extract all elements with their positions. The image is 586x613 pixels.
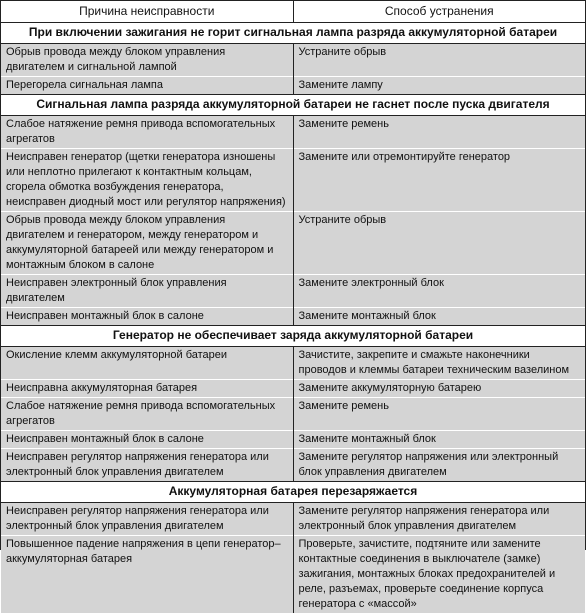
table-row (1, 380, 585, 398)
section-heading (1, 23, 585, 44)
table-row (1, 77, 585, 95)
table-row (1, 503, 585, 536)
remedy-cell: Замените аккумуляторную батарею (293, 380, 585, 398)
section-title: При включении зажигания не горит сигнальная лампа разряда аккумуляторной батареи (1, 23, 585, 44)
section-title: Сигнальная лампа разряда аккумуляторной батареи не гаснет после пуска двигателя (1, 95, 585, 116)
cause-cell: Неисправен регулятор напряжения генератора или электронный блок управления двигателем (1, 503, 293, 536)
remedy-cell: Замените ремень (293, 116, 585, 149)
remedy-cell: Замените регулятор напряжения или электронный блок управления двигателем (293, 449, 585, 482)
table-row (1, 449, 585, 482)
cause-cell: Неисправен генератор (щетки генератора изношены или неплотно прилегают к контактным кольцам, сгорела обмотка возбуждения генератора, неисправен диодный мост или регулятор напряжения) (1, 149, 293, 212)
cause-cell: Неисправен электронный блок управления двигателем (1, 275, 293, 308)
cause-cell: Неисправна аккумуляторная батарея (1, 380, 293, 398)
column-header-remedy: Способ устранения (293, 1, 585, 23)
table-row (1, 44, 585, 77)
troubleshooting-table (1, 0, 585, 613)
section-title: Аккумуляторная батарея перезаряжается (1, 482, 585, 503)
table-row (1, 431, 585, 449)
section-heading (1, 326, 585, 347)
cause-cell: Повышенное падение напряжения в цепи генератор–аккумуляторная батарея (1, 536, 293, 613)
header-row (1, 1, 585, 23)
section-heading (1, 95, 585, 116)
section-title: Генератор не обеспечивает заряда аккумуляторной батареи (1, 326, 585, 347)
remedy-cell: Замените или отремонтируйте генератор (293, 149, 585, 212)
remedy-cell: Замените регулятор напряжения генератора или электронный блок управления двигателем (293, 503, 585, 536)
table-row (1, 116, 585, 149)
remedy-cell: Замените монтажный блок (293, 431, 585, 449)
remedy-cell: Замените электронный блок (293, 275, 585, 308)
table-row (1, 347, 585, 380)
section-heading (1, 482, 585, 503)
cause-cell: Окисление клемм аккумуляторной батареи (1, 347, 293, 380)
table-row (1, 212, 585, 275)
remedy-cell: Замените ремень (293, 398, 585, 431)
remedy-cell: Устраните обрыв (293, 44, 585, 77)
cause-cell: Обрыв провода между блоком управления двигателем и генератором, между генератором и аккумуляторной батареей или между генератором и монтажным блоком в салоне (1, 212, 293, 275)
remedy-cell: Проверьте, зачистите, подтяните или замените контактные соединения в выключателе (замке) зажигания, монтажных блоках предохранителей и реле, разъемах, проверьте соединение корпуса генератора с «массой» (293, 536, 585, 613)
cause-cell: Перегорела сигнальная лампа (1, 77, 293, 95)
cause-cell: Слабое натяжение ремня привода вспомогательных агрегатов (1, 116, 293, 149)
column-header-cause: Причина неисправности (1, 1, 293, 23)
remedy-cell: Зачистите, закрепите и смажьте наконечники проводов и клеммы батареи техническим вазелином (293, 347, 585, 380)
table-row (1, 275, 585, 308)
table-row (1, 536, 585, 613)
table-row (1, 149, 585, 212)
remedy-cell: Устраните обрыв (293, 212, 585, 275)
cause-cell: Слабое натяжение ремня привода вспомогательных агрегатов (1, 398, 293, 431)
remedy-cell: Замените лампу (293, 77, 585, 95)
table-row (1, 398, 585, 431)
cause-cell: Неисправен монтажный блок в салоне (1, 308, 293, 326)
remedy-cell: Замените монтажный блок (293, 308, 585, 326)
cause-cell: Обрыв провода между блоком управления двигателем и сигнальной лампой (1, 44, 293, 77)
table-row (1, 308, 585, 326)
cause-cell: Неисправен монтажный блок в салоне (1, 431, 293, 449)
cause-cell: Неисправен регулятор напряжения генератора или электронный блок управления двигателем (1, 449, 293, 482)
